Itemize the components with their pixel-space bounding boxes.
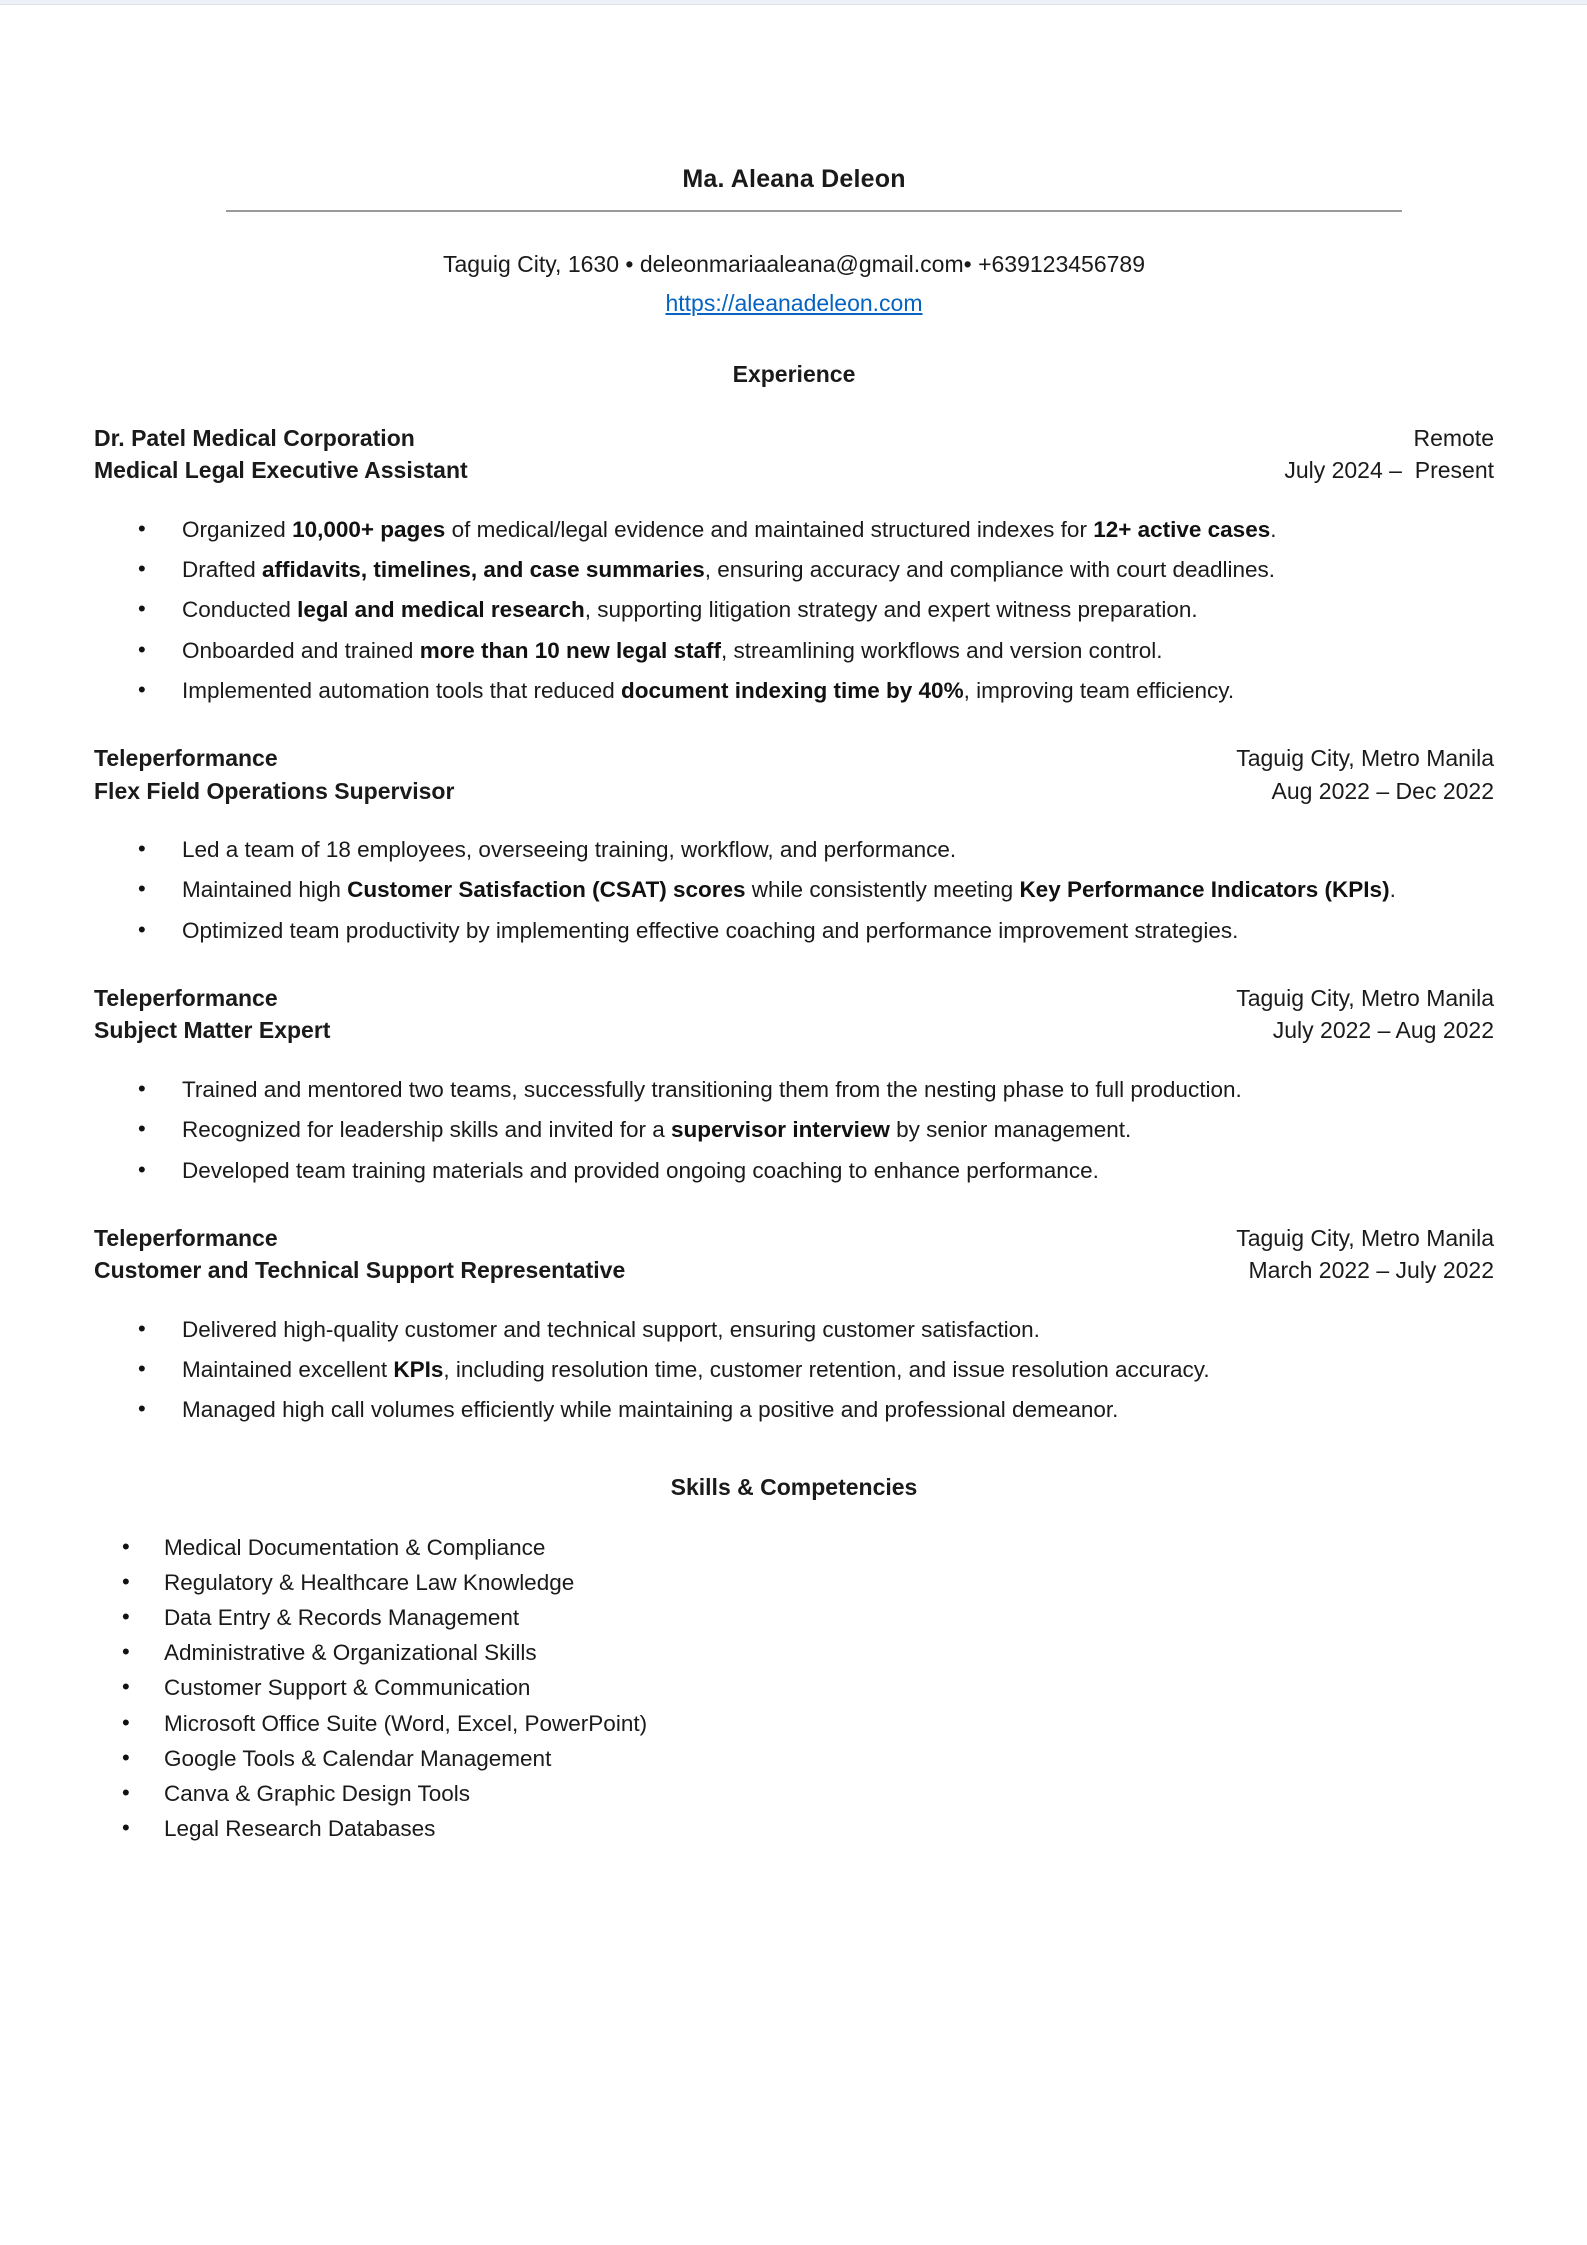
bullet-text: .	[1270, 517, 1277, 542]
job-bullet	[94, 553, 1494, 587]
job-bullet	[94, 593, 1494, 627]
job-bullet	[94, 833, 1494, 867]
job-bullet	[94, 513, 1494, 547]
job-organization: Teleperformance	[94, 1224, 278, 1251]
skill-item: • Google Tools & Calendar Management	[94, 1742, 1494, 1776]
bullet-emphasis: more than 10 new legal staff	[419, 637, 722, 663]
header-divider	[226, 210, 1402, 212]
job-dates: July 2022 – Aug 2022	[1272, 1017, 1494, 1044]
job-role-row	[94, 1254, 1494, 1287]
contact-separator-1: •	[618, 251, 640, 277]
bullet-text: of medical/legal evidence and maintained structured indexes for	[445, 517, 1094, 542]
bullet-text: , including resolution time, customer retention, and issue resolution accuracy.	[443, 1357, 1210, 1383]
job-role-row	[94, 1014, 1494, 1047]
bullet-text: Optimized team productivity by implementing effective coaching and performance improvement strategies.	[182, 917, 1239, 943]
job-entry	[94, 982, 1494, 1188]
bullet-text: Implemented automation tools that reduced	[182, 677, 622, 703]
job-dates: March 2022 – July 2022	[1248, 1257, 1494, 1284]
resume-content	[94, 5, 1494, 1847]
contact-separator-2: •	[963, 251, 979, 277]
skill-item: • Medical Documentation & Compliance	[94, 1531, 1494, 1565]
bullet-emphasis: Customer Satisfaction (CSAT) scores	[347, 877, 746, 903]
job-bullet-list	[94, 513, 1494, 708]
job-bullet	[94, 634, 1494, 668]
bullet-text: Managed high call volumes efficiently while maintaining a positive and professional demeanor.	[182, 1397, 1119, 1423]
job-bullet-list	[94, 1313, 1494, 1428]
job-location: Taguig City, Metro Manila	[1236, 1224, 1494, 1251]
bullet-emphasis: 10,000+ pages	[292, 517, 446, 542]
website-line	[94, 287, 1494, 320]
bullet-text: .	[1389, 877, 1396, 903]
bullet-text: , streamlining workflows and version control.	[721, 637, 1163, 663]
section-heading-skills: Skills & Competencies	[670, 1473, 918, 1500]
job-entry	[94, 742, 1494, 948]
job-bullet	[94, 1313, 1494, 1347]
job-bullet-list	[94, 833, 1494, 948]
job-bullet	[94, 1393, 1494, 1427]
bullet-text: Trained and mentored two teams, successfully transitioning them from the nesting phase to full production.	[182, 1077, 1242, 1103]
job-bullet	[94, 873, 1494, 907]
contact-line	[94, 248, 1494, 281]
section-heading-experience: Experience	[732, 360, 856, 387]
job-organization-row	[94, 982, 1494, 1015]
job-role-row	[94, 454, 1494, 487]
job-bullet	[94, 1113, 1494, 1147]
bullet-text: , ensuring accuracy and compliance with court deadlines.	[704, 557, 1276, 583]
bullet-text: , improving team efficiency.	[963, 677, 1235, 703]
job-bullet	[94, 914, 1494, 948]
bullet-emphasis: KPIs	[393, 1357, 444, 1383]
job-organization-row	[94, 1222, 1494, 1255]
skill-item: • Customer Support & Communication	[94, 1671, 1494, 1705]
contact-phone: +639123456789	[978, 251, 1146, 277]
bullet-text: Drafted	[182, 557, 263, 583]
job-role: Customer and Technical Support Representative	[94, 1257, 626, 1284]
job-entry	[94, 422, 1494, 708]
bullet-emphasis: supervisor interview	[671, 1117, 890, 1143]
job-bullet	[94, 1154, 1494, 1188]
bullet-text: by senior management.	[889, 1117, 1132, 1143]
job-role: Medical Legal Executive Assistant	[94, 457, 468, 484]
job-dates: Aug 2022 – Dec 2022	[1271, 777, 1494, 804]
job-entry	[94, 1222, 1494, 1428]
bullet-emphasis: document indexing time by 40%	[621, 677, 964, 703]
skill-item: • Data Entry & Records Management	[94, 1601, 1494, 1635]
job-organization-row	[94, 742, 1494, 775]
bullet-emphasis: legal and medical research	[297, 597, 585, 623]
job-role: Subject Matter Expert	[94, 1017, 331, 1044]
job-location: Taguig City, Metro Manila	[1236, 984, 1494, 1011]
bullet-text: Maintained high	[182, 877, 348, 903]
skill-item: • Microsoft Office Suite (Word, Excel, PowerPoint)	[94, 1707, 1494, 1741]
bullet-text: while consistently meeting	[745, 877, 1020, 903]
experience-list	[94, 422, 1494, 1428]
skill-item: • Regulatory & Healthcare Law Knowledge	[94, 1566, 1494, 1600]
contact-location: Taguig City, 1630	[442, 251, 619, 277]
skills-list	[94, 1531, 1494, 1847]
bullet-text: Maintained excellent	[182, 1357, 394, 1383]
job-location: Remote	[1413, 424, 1494, 451]
job-organization-row	[94, 422, 1494, 455]
skill-item: • Administrative & Organizational Skills	[94, 1636, 1494, 1670]
job-bullet	[94, 674, 1494, 708]
bullet-text: Onboarded and trained	[182, 637, 420, 663]
job-role: Flex Field Operations Supervisor	[94, 777, 455, 804]
bullet-text: Organized	[182, 517, 293, 542]
bullet-text: Led a team of 18 employees, overseeing training, workflow, and performance.	[182, 837, 957, 863]
job-location: Taguig City, Metro Manila	[1236, 744, 1494, 771]
bullet-emphasis: 12+ active cases	[1093, 517, 1271, 542]
bullet-text: , supporting litigation strategy and expert witness preparation.	[584, 597, 1198, 623]
job-bullet-list	[94, 1073, 1494, 1188]
job-role-row	[94, 775, 1494, 808]
job-bullet	[94, 1353, 1494, 1387]
job-organization: Teleperformance	[94, 984, 278, 1011]
bullet-text: Delivered high-quality customer and technical support, ensuring customer satisfaction.	[182, 1317, 1040, 1342]
bullet-emphasis: affidavits, timelines, and case summaries	[262, 557, 705, 583]
website-link[interactable]: https://aleanadeleon.com	[665, 290, 923, 317]
job-organization: Teleperformance	[94, 744, 278, 771]
bullet-text: Recognized for leadership skills and invited for a	[182, 1117, 672, 1143]
resume-page	[0, 5, 1587, 2245]
bullet-text: Developed team training materials and provided ongoing coaching to enhance performance.	[182, 1157, 1099, 1183]
bullet-text: Conducted	[182, 597, 298, 623]
bullet-emphasis: Key Performance Indicators (KPIs)	[1019, 877, 1390, 903]
contact-email: deleonmariaaleana@gmail.com	[639, 251, 964, 277]
job-dates: July 2024 – Present	[1284, 457, 1494, 484]
job-organization: Dr. Patel Medical Corporation	[94, 424, 415, 451]
skill-item: • Canva & Graphic Design Tools	[94, 1777, 1494, 1811]
skill-item: • Legal Research Databases	[94, 1812, 1494, 1846]
candidate-name: Ma. Aleana Deleon	[682, 165, 906, 193]
job-bullet	[94, 1073, 1494, 1107]
